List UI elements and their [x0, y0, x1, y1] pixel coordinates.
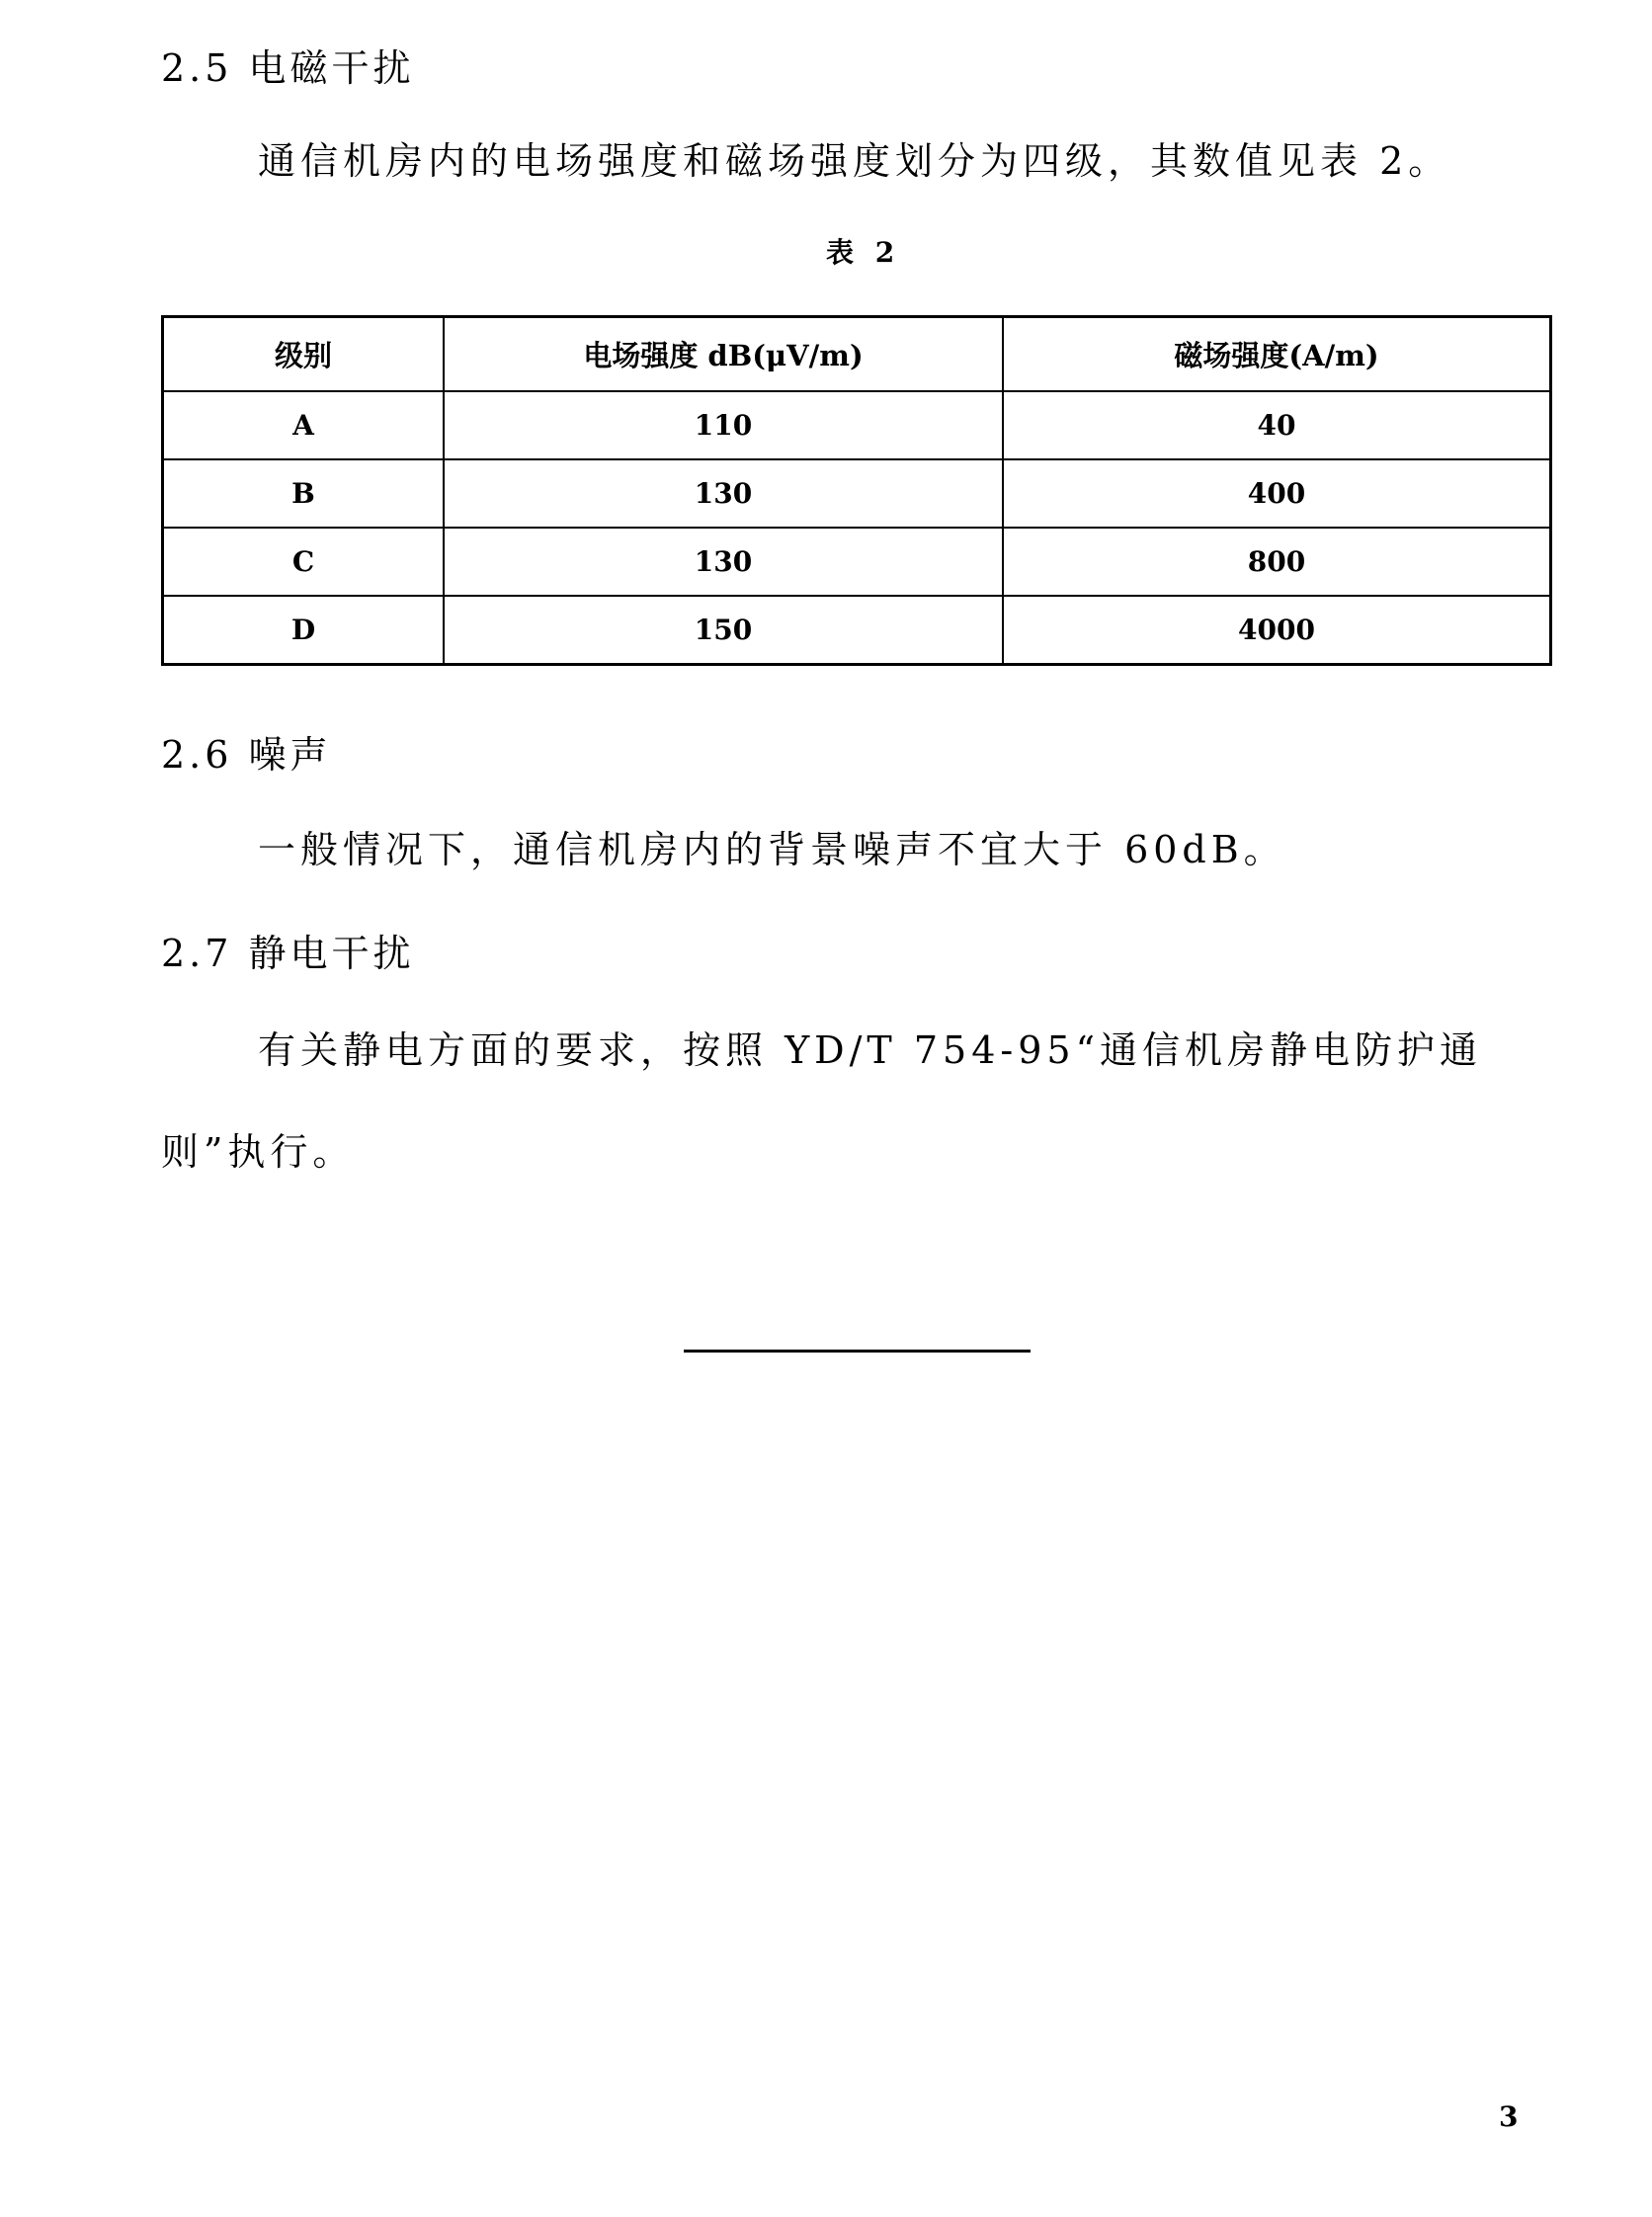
- table-caption: 表 2: [826, 236, 901, 269]
- cell-level: C: [163, 528, 445, 596]
- section-paragraph-2-7-line1: 有关静电方面的要求，按照 YD/T 754-95“通信机房静电防护通: [258, 1028, 1483, 1072]
- column-header-magnetic-field: 磁场强度(A/m): [1003, 317, 1551, 392]
- cell-magnetic-field: 400: [1003, 459, 1551, 528]
- table-row: [163, 596, 1551, 665]
- section-heading-2-7: 2.7 静电干扰: [161, 932, 415, 975]
- table-row: [163, 528, 1551, 596]
- table-row: [163, 391, 1551, 459]
- section-heading-2-6: 2.6 噪声: [161, 733, 332, 777]
- table-row: [163, 459, 1551, 528]
- cell-electric-field: 110: [444, 391, 1003, 459]
- column-header-electric-field: 电场强度 dB(μV/m): [444, 317, 1003, 392]
- end-of-section-rule: [684, 1350, 1031, 1353]
- section-paragraph-2-6: 一般情况下，通信机房内的背景噪声不宜大于 60dB。: [258, 828, 1286, 871]
- cell-electric-field: 130: [444, 459, 1003, 528]
- section-paragraph-2-5: 通信机房内的电场强度和磁场强度划分为四级，其数值见表 2。: [258, 139, 1451, 183]
- cell-magnetic-field: 800: [1003, 528, 1551, 596]
- page-number: 3: [1499, 2100, 1519, 2133]
- cell-level: B: [163, 459, 445, 528]
- cell-magnetic-field: 40: [1003, 391, 1551, 459]
- table-header-row: [163, 317, 1551, 392]
- cell-level: A: [163, 391, 445, 459]
- section-heading-2-5: 2.5 电磁干扰: [161, 46, 415, 90]
- column-header-level: 级别: [163, 317, 445, 392]
- section-paragraph-2-7-line2: 则”执行。: [161, 1130, 356, 1174]
- cell-electric-field: 130: [444, 528, 1003, 596]
- cell-level: D: [163, 596, 445, 665]
- cell-electric-field: 150: [444, 596, 1003, 665]
- cell-magnetic-field: 4000: [1003, 596, 1551, 665]
- table-2: [161, 315, 1552, 666]
